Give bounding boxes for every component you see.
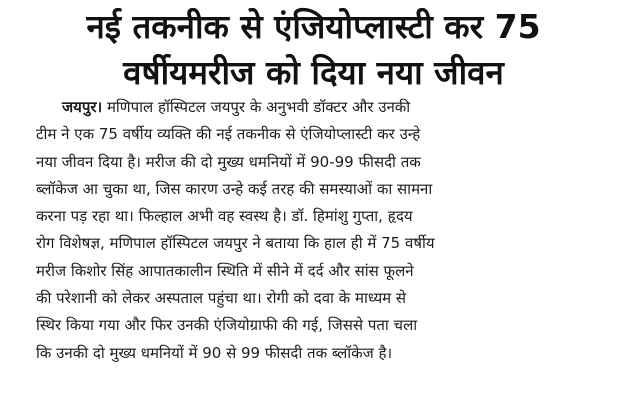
headline [0, 0, 627, 96]
body-line: रोग विशेषज्ञ, मणिपाल हॉस्पिटल जयपुर ने बताया कि हाल ही में 75 वर्षीय [36, 234, 435, 253]
body-line: नया जीवन दिया है। मरीज की दो मुख्य धमनियों में 90-99 फीसदी तक [36, 152, 421, 171]
body-line: कि उनकी दो मुख्य धमनियों में 90 से 99 फीसदी तक ब्लॉकेज है। [36, 343, 393, 362]
body-line: स्थिर किया गया और फिर उनकी एंजियोग्राफी की गई, जिससे पता चला [36, 316, 418, 335]
body-line: की परेशानी को लेकर अस्पताल पहुंचा था। रोगी को दवा के माध्यम से [36, 289, 407, 308]
body-line [36, 94, 614, 121]
body-line: मरीज किशोर सिंह आपातकालीन स्थिति में सीने में दर्द और सांस फूलने [36, 261, 414, 280]
headline-line-1: नई तकनीक से एंजियोप्लास्टी कर 75 [86, 7, 541, 46]
body-line: टीम ने एक 75 वर्षीय व्यक्ति की नई तकनीक से एंजियोप्लास्टी कर उन्हे [36, 125, 421, 144]
body-line-text: मणिपाल हॉस्पिटल जयपुर के अनुभवी डॉक्टर और उनकी [102, 98, 411, 116]
body-line: करना पड़ रहा था। फिल्हाल अभी वह स्वस्थ है। डॉ. हिमांशु गुप्ता, हृदय [36, 207, 413, 226]
article-body [36, 94, 614, 367]
dateline: जयपुर। [62, 98, 103, 116]
body-line: ब्लॉकेज आ चुका था, जिस कारण उन्हे कई तरह की समस्याओं का सामना [36, 179, 433, 198]
headline-line-2: वर्षीयमरीज को दिया नया जीवन [123, 53, 504, 92]
